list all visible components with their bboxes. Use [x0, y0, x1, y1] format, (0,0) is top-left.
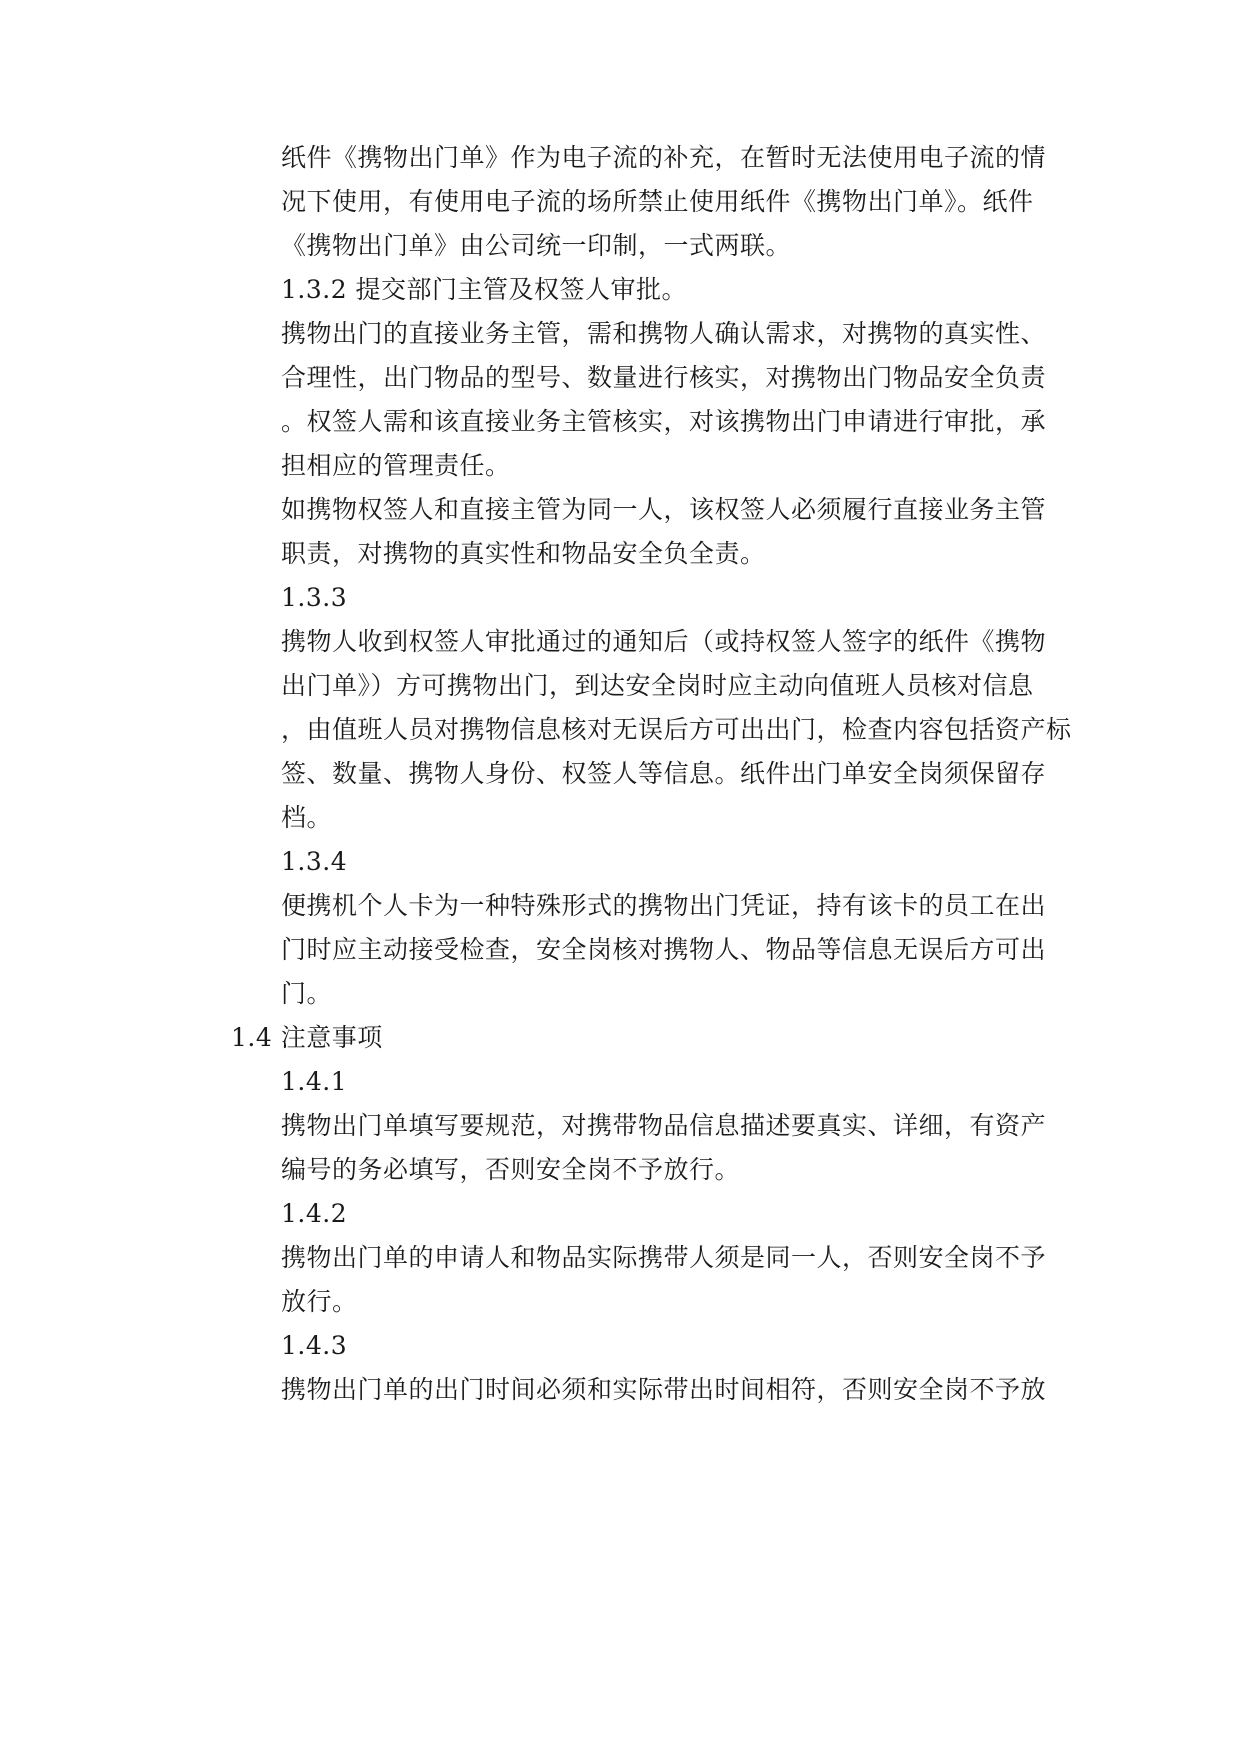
- section-heading-1-3-2: 1.3.2 提交部门主管及权签人审批。: [281, 275, 688, 304]
- para-same-person-line-2: 职责，对携物的真实性和物品安全负全责。: [281, 539, 766, 568]
- para-checkpoint-line-5: 档。: [281, 803, 333, 832]
- section-heading-1-3-3: 1.3.3: [281, 583, 348, 612]
- para-same-carrier-line-2: 放行。: [281, 1287, 358, 1316]
- para-fill-form-line-1: 携物出门单填写要规范，对携带物品信息描述要真实、详细，有资产: [281, 1111, 1047, 1140]
- para-laptop-card-line-3: 门。: [281, 979, 333, 1008]
- section-heading-1-4-2: 1.4.2: [281, 1199, 348, 1228]
- para-time-match-line-1: 携物出门单的出门时间必须和实际带出时间相符，否则安全岗不予放: [281, 1375, 1047, 1404]
- para-checkpoint-line-4: 签、数量、携物人身份、权签人等信息。纸件出门单安全岗须保留存: [281, 759, 1047, 788]
- section-heading-1-4: 1.4 注意事项: [231, 1023, 383, 1052]
- para-checkpoint-line-1: 携物人收到权签人审批通过的通知后（或持权签人签字的纸件《携物: [281, 627, 1047, 656]
- para-same-carrier-line-1: 携物出门单的申请人和物品实际携带人须是同一人，否则安全岗不予: [281, 1243, 1047, 1272]
- section-heading-1-4-3: 1.4.3: [281, 1331, 348, 1360]
- para-fill-form-line-2: 编号的务必填写，否则安全岗不予放行。: [281, 1155, 741, 1184]
- para-supervisor-line-2: 合理性，出门物品的型号、数量进行核实，对携物出门物品安全负责: [281, 363, 1047, 392]
- para-laptop-card-line-2: 门时应主动接受检查，安全岗核对携物人、物品等信息无误后方可出: [281, 935, 1047, 964]
- para-supervisor-line-3: 。权签人需和该直接业务主管核实，对该携物出门申请进行审批，承: [281, 407, 1047, 436]
- para-same-person-line-1: 如携物权签人和直接主管为同一人，该权签人必须履行直接业务主管: [281, 495, 1047, 524]
- para-checkpoint-line-2: 出门单》）方可携物出门，到达安全岗时应主动向值班人员核对信息: [281, 671, 1034, 700]
- para-checkpoint-line-3: ，由值班人员对携物信息核对无误后方可出出门，检查内容包括资产标: [281, 715, 1072, 744]
- para-supervisor-line-4: 担相应的管理责任。: [281, 451, 511, 480]
- para-laptop-card-line-1: 便携机个人卡为一种特殊形式的携物出门凭证，持有该卡的员工在出: [281, 891, 1047, 920]
- para-paper-form-line-2: 况下使用，有使用电子流的场所禁止使用纸件《携物出门单》。纸件: [281, 187, 1034, 216]
- para-paper-form-line-3: 《携物出门单》由公司统一印制，一式两联。: [281, 231, 792, 260]
- section-heading-1-4-1: 1.4.1: [281, 1067, 348, 1096]
- para-paper-form-line-1: 纸件《携物出门单》作为电子流的补充，在暂时无法使用电子流的情: [281, 143, 1047, 172]
- para-supervisor-line-1: 携物出门的直接业务主管，需和携物人确认需求，对携物的真实性、: [281, 319, 1047, 348]
- section-heading-1-3-4: 1.3.4: [281, 847, 348, 876]
